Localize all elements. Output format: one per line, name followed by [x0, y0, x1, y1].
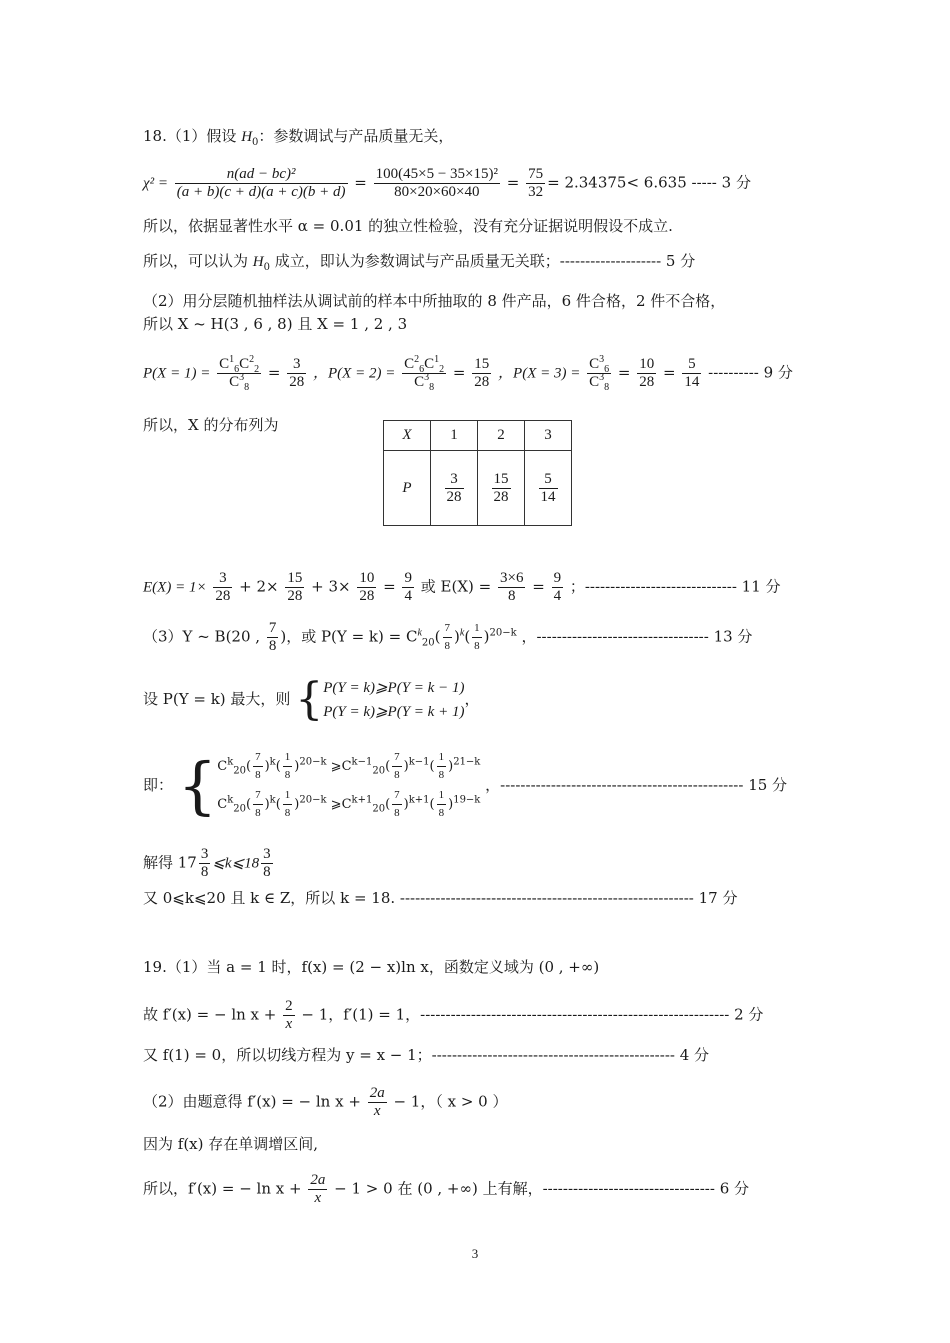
table-header-1: 1 [431, 421, 478, 451]
table-header-2: 2 [478, 421, 525, 451]
chi-square-formula: χ² = $\frac{\text{n(ad − bc)²}}{(a + b)(c + d)(a + c)(b + d)}$ = $\frac{\text{100(45×5 − 35×15)²}}{80\times 20\times 60\times 40}$ = $\frac{75}{32}$ = 2.34375< 6.635 ----- 3 分 [143, 166, 751, 200]
k-range-solution: 解得 17 $\frac{3}{8}$ ⩽k⩽18 $\frac{3}{8}$ [143, 846, 271, 880]
table-header-3: 3 [525, 421, 572, 451]
derivative-line: 故 f′(x) = − ln x + $\frac{2}{x}$ − 1，f′(1) = 1，------------------------------------------------------------- 2 分 [143, 998, 764, 1032]
binomial-formula: （3）Y ~ B(20 , $\frac{7}{8}$ )，或 $P(Y = k) = C^k_{20}$( $\frac{7}{8}$ )$^k$( $\frac{1}{8}$ )$^{20-k}$ ，---------------------------------- 13 分 [143, 620, 753, 654]
page-number: 3 [471, 1246, 479, 1261]
table-cell-p3: $\frac{5}{14}$ [525, 451, 572, 526]
table-header-x: X [384, 421, 431, 451]
part2-intro: （2）用分层随机抽样法从调试前的样本中所抽取的 8 件产品，6 件合格，2 件不合格， [143, 292, 726, 310]
expectation-formula: E(X) = 1× $\frac{3}{28}$ + 2× $\frac{15}{28}$ + 3× $\frac{10}{28}$ = $\frac{9}{4}$ 或 E(X) = $\frac{3\times 6}{8}$ = $\frac{9}{4}$ ；------------------------------ 11 分 [143, 570, 781, 604]
part2-derivative: （2）由题意得 f′(x) = − ln x + $\frac{2a}{x}$ − 1，（ x > 0 ） [143, 1085, 508, 1119]
inequality-system: 即： { $C^k_{20}$( $\frac{7}{8}$ )$^k$( $\frac{1}{8}$ )$^{20-k}$ $⩾C^{k-1}_{20}$( $\frac{7}{8}$ )$^{k-1}$( $\frac{1}{8}$ )$^{21-k}$ $C^k_{20}$( $\frac{7}{8}$ )$^k$( $\frac{1}{8}$ )$^{20-k}$ $⩾C^{k+1}_{20}$( $\frac{7}{8}$ )$^{k+1}$( $\frac{1}{8}$ )$^{19-k}$ ，------------------------------------------------ 15 分 [143, 749, 788, 822]
independence-conclusion: 所以，依据显著性水平 α = 0.01 的独立性检验，没有充分证据说明假设不成立. [143, 217, 673, 235]
table-cell-p2: $\frac{15}{28}$ [478, 451, 525, 526]
h0-conclusion: 所以，可以认为 $H_0$ 成立，即认为参数调试与产品质量无关联；-------------------- 5 分 [143, 252, 696, 273]
p19-header: 19.（1）当 a = 1 时，f(x) = (2 − x)ln x，函数定义域为 (0 , +∞) [143, 958, 600, 976]
tangent-line: 又 f(1) = 0，所以切线方程为 y = x − 1；------------------------------------------------ 4 分 [143, 1046, 710, 1064]
table-row-p: P [384, 451, 431, 526]
max-condition: 设 P(Y = k) 最大，则 { P(Y = k)⩾P(Y = k − 1) P(Y = k)⩾P(Y = k + 1) ， [143, 674, 480, 725]
final-answer-18: 又 0⩽k⩽20 且 k ∈ Z，所以 k = 18. ---------------------------------------------------------- 17 分 [143, 889, 738, 907]
probability-formulas: P(X = 1) = $\frac{C^1_6C^2_2}{C^3_8}$ = $\frac{3}{28}$ ，P(X = 2) = $\frac{C^2_6C^1_2}{C^3_8}$ = $\frac{15}{28}$ ，P(X = 3) = $\frac{C^3_6}{C^3_8}$ = $\frac{10}{28}$ = $\frac{5}{14}$ ---------- 9 分 [143, 354, 793, 393]
p18-header: 18.（1）假设 $H_0$：参数调试与产品质量无关， [143, 127, 454, 148]
inequality-solution: 所以，f′(x) = − ln x + $\frac{2a}{x}$ − 1 > 0 在 (0 , +∞) 上有解，---------------------------------- 6 分 [143, 1172, 750, 1206]
distribution-table [383, 420, 572, 526]
increasing-interval-statement: 因为 f(x) 存在单调增区间, [143, 1135, 319, 1153]
distribution-label: 所以，X 的分布列为 [143, 416, 279, 434]
part2-hypergeometric: 所以 X ~ H(3 , 6 , 8) 且 X = 1 , 2 , 3 [143, 315, 408, 333]
table-cell-p1: $\frac{3}{28}$ [431, 451, 478, 526]
